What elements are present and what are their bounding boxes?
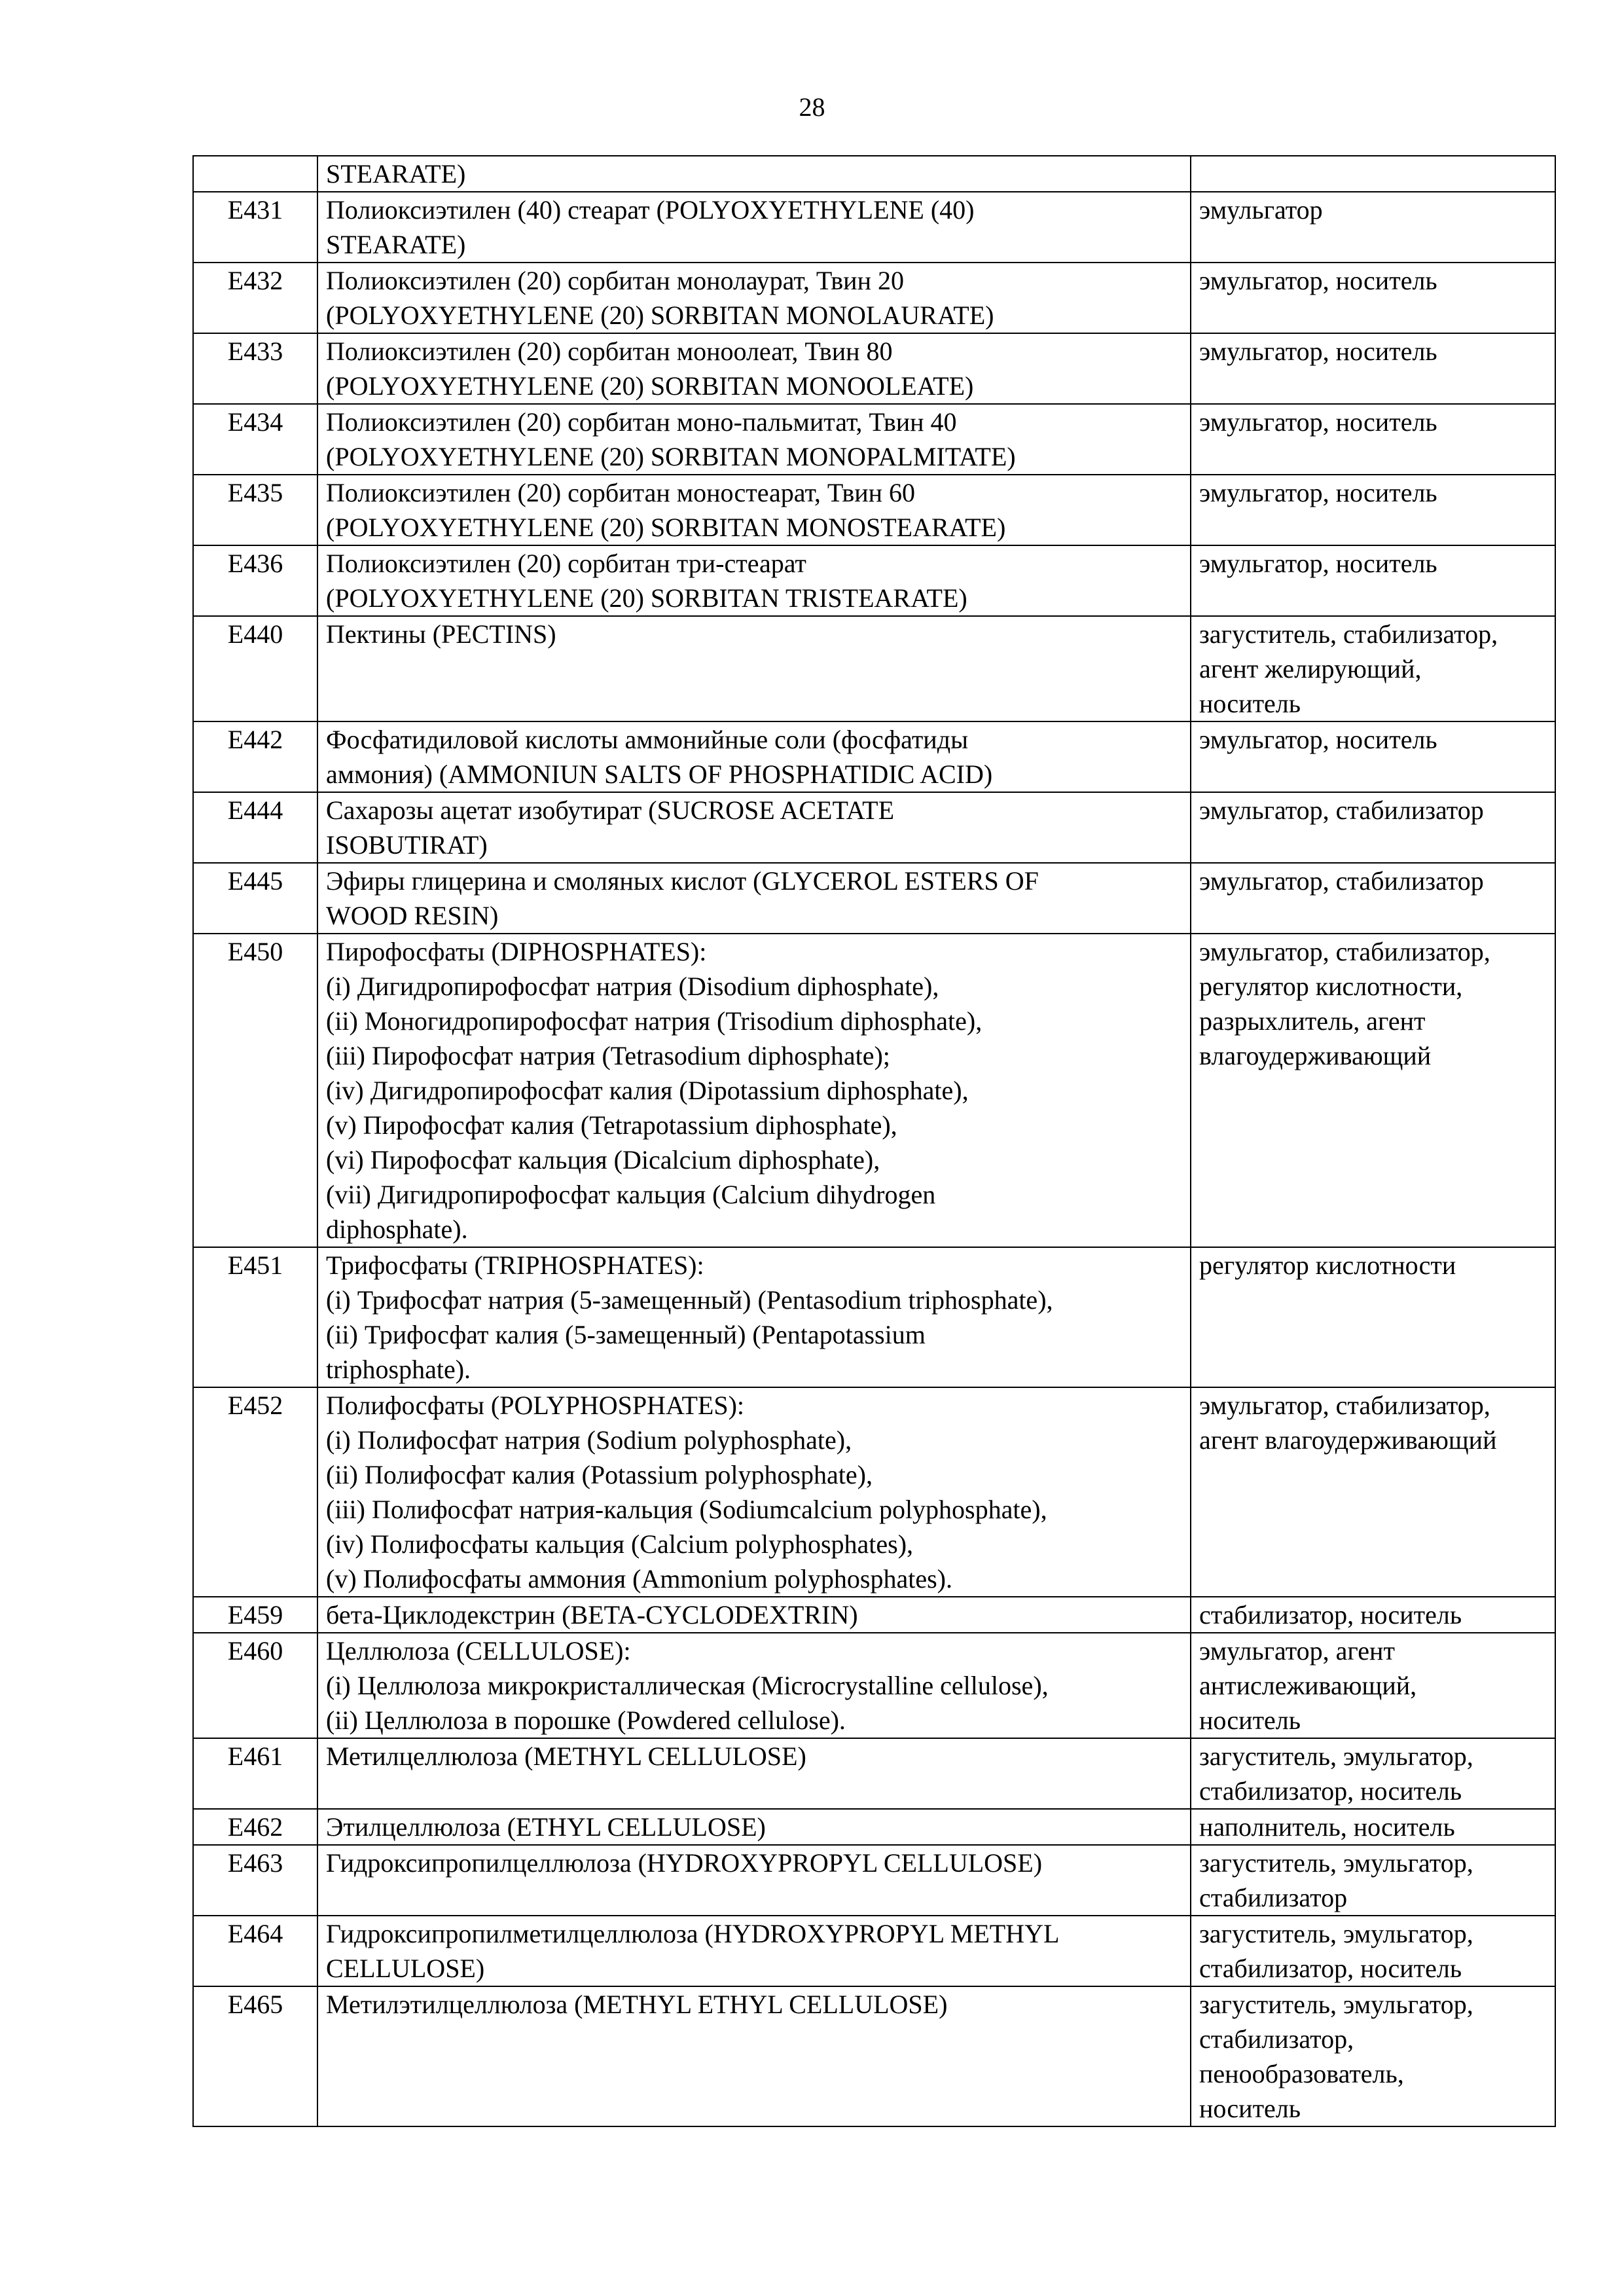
- additive-name-line: Полиоксиэтилен (20) сорбитан монолаурат, Твин 20: [326, 266, 904, 295]
- additive-name: [317, 1247, 1191, 1387]
- additive-name-line: Пектины (PECTINS): [326, 619, 556, 649]
- additive-function-line: эмульгатор, носитель: [1199, 549, 1437, 578]
- additive-code: E463: [193, 1845, 317, 1916]
- additive-function-line: загуститель, эмульгатор,: [1199, 1741, 1473, 1771]
- additive-name-line: WOOD RESIN): [326, 901, 499, 930]
- additive-code: E464: [193, 1916, 317, 1986]
- additive-name-line: Пирофосфаты (DIPHOSPHATES):: [326, 937, 707, 966]
- additive-function: [1191, 1986, 1555, 2126]
- table-row: [193, 333, 1555, 404]
- additive-name-line: diphosphate).: [326, 1214, 468, 1244]
- additive-name-line: (ii) Трифосфат калия (5-замещенный) (Pentapotassium: [326, 1320, 926, 1349]
- additive-function: [1191, 333, 1555, 404]
- additive-name-line: Полифосфаты (POLYPHOSPHATES):: [326, 1391, 745, 1420]
- additive-function: [1191, 721, 1555, 792]
- additive-name-line: (vi) Пирофосфат кальция (Dicalcium diphosphate),: [326, 1145, 880, 1175]
- additive-function-line: эмульгатор, стабилизатор: [1199, 866, 1484, 896]
- table-row: [193, 1845, 1555, 1916]
- additive-name-line: (POLYOXYETHYLENE (20) SORBITAN MONOLAURATE): [326, 301, 994, 330]
- additive-function-line: разрыхлитель, агент: [1199, 1006, 1426, 1036]
- additive-function-line: эмульгатор, стабилизатор: [1199, 795, 1484, 825]
- additive-name-line: (POLYOXYETHYLENE (20) SORBITAN TRISTEARATE): [326, 583, 967, 613]
- additive-function: [1191, 792, 1555, 863]
- table-row: [193, 156, 1555, 192]
- additive-name: [317, 1597, 1191, 1633]
- additive-name-line: аммония) (AMMONIUN SALTS OF PHOSPHATIDIC ACID): [326, 759, 993, 789]
- additive-code: E440: [193, 616, 317, 721]
- additive-name: [317, 934, 1191, 1247]
- additive-code: E461: [193, 1738, 317, 1809]
- additive-code: E445: [193, 863, 317, 934]
- additive-function-line: регулятор кислотности: [1199, 1250, 1456, 1280]
- additive-name-line: Полиоксиэтилен (20) сорбитан моноолеат, Твин 80: [326, 337, 893, 366]
- additive-name-line: Гидроксипропилцеллюлоза (HYDROXYPROPYL CELLULOSE): [326, 1848, 1043, 1878]
- additive-function-line: носитель: [1199, 1705, 1301, 1735]
- additive-function-line: стабилизатор,: [1199, 2024, 1354, 2054]
- additive-function: [1191, 404, 1555, 475]
- additive-name: [317, 1387, 1191, 1597]
- additive-function: [1191, 1809, 1555, 1845]
- additive-function: [1191, 1597, 1555, 1633]
- table-row: [193, 1738, 1555, 1809]
- additive-name: [317, 1916, 1191, 1986]
- table-row: [193, 1809, 1555, 1845]
- additive-name: [317, 1809, 1191, 1845]
- additive-function: [1191, 863, 1555, 934]
- additive-name-line: Этилцеллюлоза (ETHYL CELLULOSE): [326, 1812, 766, 1842]
- additive-function-line: загуститель, стабилизатор,: [1199, 619, 1498, 649]
- additive-name: [317, 333, 1191, 404]
- table-row: [193, 1387, 1555, 1597]
- additive-name: [317, 1738, 1191, 1809]
- additive-name-line: Полиоксиэтилен (40) стеарат (POLYOXYETHYLENE (40): [326, 195, 975, 225]
- additive-function: [1191, 1247, 1555, 1387]
- additive-name: [317, 263, 1191, 333]
- additive-name-line: Эфиры глицерина и смоляных кислот (GLYCEROL ESTERS OF: [326, 866, 1039, 896]
- additive-name-line: (iii) Полифосфат натрия-кальция (Sodiumcalcium polyphosphate),: [326, 1495, 1047, 1524]
- additive-function-line: эмульгатор, носитель: [1199, 407, 1437, 437]
- additive-name-line: Трифосфаты (TRIPHOSPHATES):: [326, 1250, 704, 1280]
- additive-name-line: (i) Трифосфат натрия (5-замещенный) (Pentasodium triphosphate),: [326, 1285, 1053, 1315]
- table-row: [193, 721, 1555, 792]
- additive-name: [317, 1986, 1191, 2126]
- additive-function: [1191, 934, 1555, 1247]
- additive-code: E432: [193, 263, 317, 333]
- additive-name-line: (v) Пирофосфат калия (Tetrapotassium diphosphate),: [326, 1110, 897, 1140]
- additive-function-line: регулятор кислотности,: [1199, 972, 1463, 1001]
- additive-name-line: (iii) Пирофосфат натрия (Tetrasodium diphosphate);: [326, 1041, 890, 1070]
- additive-function-line: эмульгатор, стабилизатор,: [1199, 937, 1490, 966]
- additive-name-line: STEARATE): [326, 159, 466, 189]
- additive-name-line: Метилэтилцеллюлоза (METHYL ETHYL CELLULOSE): [326, 1990, 948, 2019]
- table-row: [193, 1916, 1555, 1986]
- additive-name-line: Полиоксиэтилен (20) сорбитан моно-пальмитат, Твин 40: [326, 407, 957, 437]
- additive-name-line: бета-Циклодекстрин (BETA-CYCLODEXTRIN): [326, 1600, 858, 1630]
- table-row: [193, 475, 1555, 545]
- additive-name-line: Фосфатидиловой кислоты аммонийные соли (фосфатиды: [326, 725, 968, 754]
- additives-table: [192, 155, 1556, 2127]
- table-row: [193, 792, 1555, 863]
- additives-table-body: [193, 156, 1555, 2126]
- additive-name-line: Метилцеллюлоза (METHYL CELLULOSE): [326, 1741, 806, 1771]
- additive-name: [317, 156, 1191, 192]
- additive-function-line: агент влагоудерживающий: [1199, 1425, 1497, 1455]
- additive-code: E434: [193, 404, 317, 475]
- additive-function-line: влагоудерживающий: [1199, 1041, 1432, 1070]
- additive-code: E442: [193, 721, 317, 792]
- additive-function-line: стабилизатор: [1199, 1883, 1348, 1912]
- additive-function: [1191, 1916, 1555, 1986]
- table-row: [193, 934, 1555, 1247]
- additive-function-line: стабилизатор, носитель: [1199, 1776, 1462, 1806]
- additive-name-line: Гидроксипропилметилцеллюлоза (HYDROXYPROPYL METHYL: [326, 1919, 1060, 1948]
- table-row: [193, 1633, 1555, 1738]
- additive-function-line: загуститель, эмульгатор,: [1199, 1848, 1473, 1878]
- additive-code: E451: [193, 1247, 317, 1387]
- additive-code: E465: [193, 1986, 317, 2126]
- additive-function-line: эмульгатор, носитель: [1199, 337, 1437, 366]
- additive-function-line: эмульгатор, стабилизатор,: [1199, 1391, 1490, 1420]
- additive-name-line: (vii) Дигидропирофосфат кальция (Calcium dihydrogen: [326, 1180, 936, 1209]
- additive-name: [317, 475, 1191, 545]
- additive-name: [317, 545, 1191, 616]
- table-row: [193, 1597, 1555, 1633]
- additive-function: [1191, 475, 1555, 545]
- additive-function: [1191, 545, 1555, 616]
- additive-function-line: агент желирующий,: [1199, 654, 1422, 683]
- additive-code: E459: [193, 1597, 317, 1633]
- additive-function: [1191, 1387, 1555, 1597]
- additive-function-line: стабилизатор, носитель: [1199, 1954, 1462, 1983]
- additive-name-line: (i) Целлюлоза микрокристаллическая (Microcrystalline cellulose),: [326, 1671, 1049, 1700]
- additive-name-line: Сахарозы ацетат изобутират (SUCROSE ACETATE: [326, 795, 895, 825]
- additive-function: [1191, 156, 1555, 192]
- additive-name: [317, 863, 1191, 934]
- additive-name: [317, 721, 1191, 792]
- table-row: [193, 863, 1555, 934]
- additive-code: E431: [193, 192, 317, 263]
- additive-name-line: (POLYOXYETHYLENE (20) SORBITAN MONOPALMITATE): [326, 442, 1016, 471]
- table-row: [193, 192, 1555, 263]
- additive-name-line: (iv) Дигидропирофосфат калия (Dipotassium diphosphate),: [326, 1076, 969, 1105]
- additive-function-line: эмульгатор: [1199, 195, 1323, 225]
- additive-name-line: Полиоксиэтилен (20) сорбитан моностеарат, Твин 60: [326, 478, 916, 507]
- additive-name: [317, 404, 1191, 475]
- additive-function: [1191, 1738, 1555, 1809]
- additive-name-line: (ii) Целлюлоза в порошке (Powdered cellulose).: [326, 1705, 846, 1735]
- additive-name-line: ISOBUTIRAT): [326, 830, 488, 860]
- additive-code: E452: [193, 1387, 317, 1597]
- additive-function-line: наполнитель, носитель: [1199, 1812, 1455, 1842]
- additive-function: [1191, 192, 1555, 263]
- additive-function-line: носитель: [1199, 2094, 1301, 2123]
- additive-name-line: (POLYOXYETHYLENE (20) SORBITAN MONOSTEARATE): [326, 513, 1006, 542]
- additive-function-line: эмульгатор, агент: [1199, 1636, 1395, 1666]
- additive-function: [1191, 1633, 1555, 1738]
- additive-function: [1191, 1845, 1555, 1916]
- additive-function-line: антислеживающий,: [1199, 1671, 1417, 1700]
- additive-name-line: (ii) Полифосфат калия (Potassium polyphosphate),: [326, 1460, 873, 1489]
- additive-code: [193, 156, 317, 192]
- additive-name: [317, 192, 1191, 263]
- additive-code: E460: [193, 1633, 317, 1738]
- additive-code: E444: [193, 792, 317, 863]
- additive-name-line: Полиоксиэтилен (20) сорбитан три-стеарат: [326, 549, 806, 578]
- additive-function-line: стабилизатор, носитель: [1199, 1600, 1462, 1630]
- table-row: [193, 1986, 1555, 2126]
- additive-name: [317, 616, 1191, 721]
- additive-code: E462: [193, 1809, 317, 1845]
- additive-function-line: загуститель, эмульгатор,: [1199, 1990, 1473, 2019]
- additive-function: [1191, 263, 1555, 333]
- additive-function-line: эмульгатор, носитель: [1199, 725, 1437, 754]
- additive-function-line: эмульгатор, носитель: [1199, 266, 1437, 295]
- additive-name-line: (ii) Моногидропирофосфат натрия (Trisodium diphosphate),: [326, 1006, 983, 1036]
- additive-function-line: пенообразователь,: [1199, 2059, 1404, 2088]
- table-row: [193, 263, 1555, 333]
- additive-name-line: STEARATE): [326, 230, 466, 259]
- additive-code: E450: [193, 934, 317, 1247]
- additive-name-line: (i) Полифосфат натрия (Sodium polyphosphate),: [326, 1425, 852, 1455]
- additive-name-line: (POLYOXYETHYLENE (20) SORBITAN MONOOLEATE): [326, 371, 974, 401]
- additive-function-line: носитель: [1199, 689, 1301, 718]
- additive-code: E435: [193, 475, 317, 545]
- table-row: [193, 1247, 1555, 1387]
- additive-name-line: (iv) Полифосфаты кальция (Calcium polyphosphates),: [326, 1529, 914, 1559]
- additive-name-line: triphosphate).: [326, 1355, 471, 1384]
- table-row: [193, 616, 1555, 721]
- additive-function-line: эмульгатор, носитель: [1199, 478, 1437, 507]
- additive-name-line: Целлюлоза (CELLULOSE):: [326, 1636, 631, 1666]
- page-number: 28: [799, 92, 825, 122]
- additive-name-line: (i) Дигидропирофосфат натрия (Disodium diphosphate),: [326, 972, 939, 1001]
- additive-name: [317, 1633, 1191, 1738]
- additive-name-line: (v) Полифосфаты аммония (Ammonium polyphosphates).: [326, 1564, 952, 1594]
- additive-function-line: загуститель, эмульгатор,: [1199, 1919, 1473, 1948]
- table-row: [193, 545, 1555, 616]
- additive-code: E436: [193, 545, 317, 616]
- table-row: [193, 404, 1555, 475]
- additive-function: [1191, 616, 1555, 721]
- additive-name: [317, 792, 1191, 863]
- additive-name: [317, 1845, 1191, 1916]
- additive-name-line: CELLULOSE): [326, 1954, 485, 1983]
- additive-code: E433: [193, 333, 317, 404]
